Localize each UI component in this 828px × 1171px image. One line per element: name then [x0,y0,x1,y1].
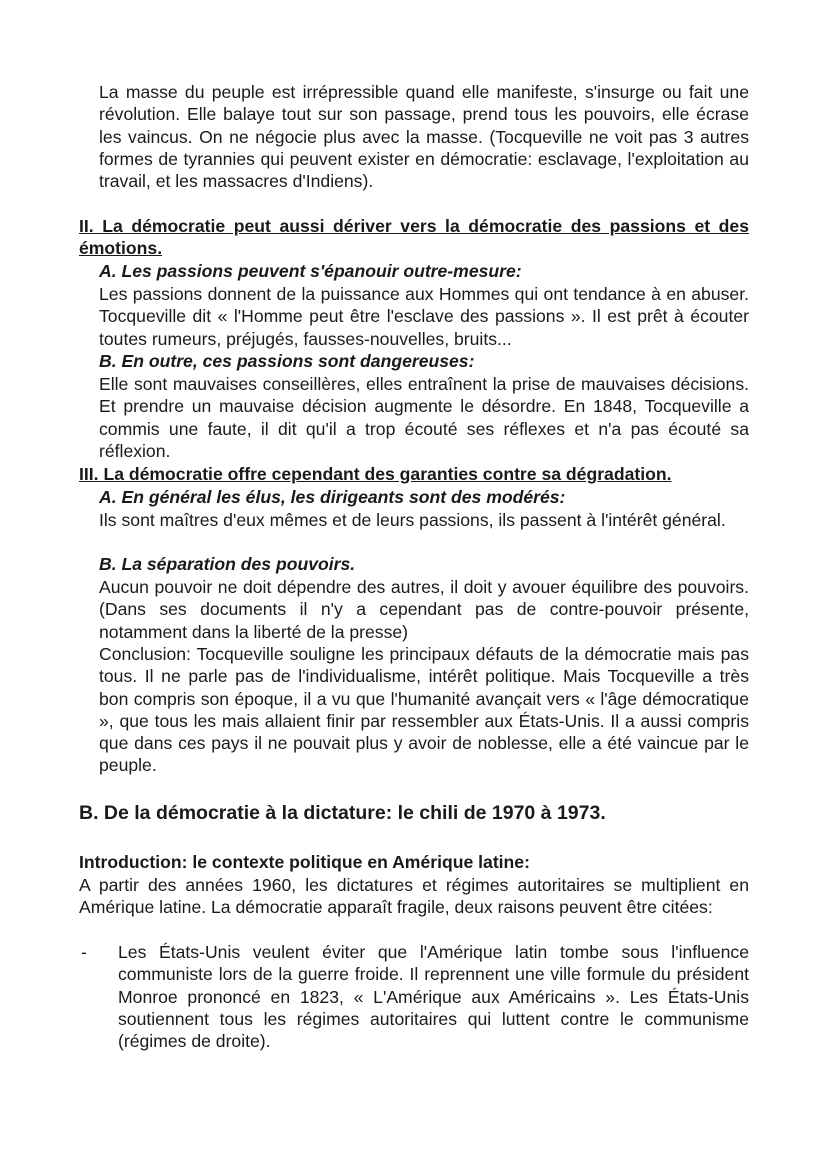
subheading-text: A. Les passions peuvent s'épanouir outre-mesure: [99,261,522,281]
subheading-II-B [0,350,828,372]
subheading-II-A [0,260,828,282]
paragraph-text: Conclusion: Tocqueville souligne les principaux défauts de la démocratie mais pas tous. Il ne parle pas de l'individualisme, intérêt politique. Mais Tocqueville a très bon compris son époque, il a vu que l'humanité avançait vers « l'âge démocratique », que tous les mais allaient finir par ressembler aux États-Unis. Il a aussi compris que dans ces pays il ne pouvait plus y avoir de noblesse, elle a été vaincue par le peuple. [99,644,749,776]
paragraph-intro [0,874,828,919]
section-heading-III [0,463,828,485]
paragraph-II-A [0,283,828,350]
heading-text: III. La démocratie offre cependant des garanties contre sa dégradation. [79,464,672,484]
paragraph-conclusion [0,643,828,777]
paragraph-III-A [0,509,828,531]
subheading-text: B. La séparation des pouvoirs. [99,554,356,574]
paragraph-text: Aucun pouvoir ne doit dépendre des autres, il doit y avouer équilibre des pouvoirs. (Dans ses documents il n'y a cependant pas de contre-pouvoir présente, notamment dans la liberté de la presse) [99,577,749,642]
paragraph-III-B [0,576,828,643]
paragraph-masse-peuple [0,81,828,192]
paragraph-text: Les passions donnent de la puissance aux Hommes qui ont tendance à en abuser. Tocqueville dit « l'Homme peut être l'esclave des passions ». Il est prêt à écouter toutes rumeurs, préjugés, fausses-nouvelles, bruits... [99,284,749,349]
paragraph-II-B [0,373,828,462]
paragraph-text: Ils sont maîtres d'eux mêmes et de leurs passions, ils passent à l'intérêt général. [99,510,726,530]
subheading-text: A. En général les élus, les dirigeants sont des modérés: [99,487,566,507]
paragraph-text: A partir des années 1960, les dictatures et régimes autoritaires se multiplient en Amérique latine. La démocratie apparaît fragile, deux raisons peuvent être citées: [79,875,749,918]
list-item-text: Les États-Unis veulent éviter que l'Amérique latin tombe sous l'influence communiste lors de la guerre froide. Il reprennent une ville formule du président Monroe prononcé en 1823, « L'Amérique aux Américains ». Les États-Unis soutiennent tous les régimes autoritaires qui luttent contre le communisme (régimes de droite). [118,942,749,1052]
heading-text: B. De la démocratie à la dictature: le chili de 1970 à 1973. [79,802,606,824]
paragraph-text: La masse du peuple est irrépressible quand elle manifeste, s'insurge ou fait une révolution. Elle balaye tout sur son passage, prend tous les pouvoirs, elle écrase les vaincus. On ne négocie plus avec la masse. (Tocqueville ne voit pas 3 autres formes de tyrannies qui peuvent exister en démocratie: esclavage, l'exploitation au travail, et les massacres d'Indiens). [99,82,749,192]
paragraph-text: Elle sont mauvaises conseillères, elles entraînent la prise de mauvaises décisions. Et prendre un mauvaise décision augmente le désordre. En 1848, Tocqueville a commis une faute, il dit qu'il a trop écouté ses réflexes et n'a pas écouté sa réflexion. [99,374,749,461]
subheading-III-B [0,553,828,575]
bullet-dash: - [81,942,87,962]
heading-text: II. La démocratie peut aussi dériver vers la démocratie des passions et des émotions. [79,216,749,259]
list-item [0,941,828,1052]
intro-heading [0,851,828,873]
subheading-text: B. En outre, ces passions sont dangereuses: [99,351,475,371]
subheading-III-A [0,486,828,508]
heading-text: Introduction: le contexte politique en Amérique latine: [79,852,530,872]
section-heading-II [0,215,828,260]
section-heading-B [0,801,828,825]
